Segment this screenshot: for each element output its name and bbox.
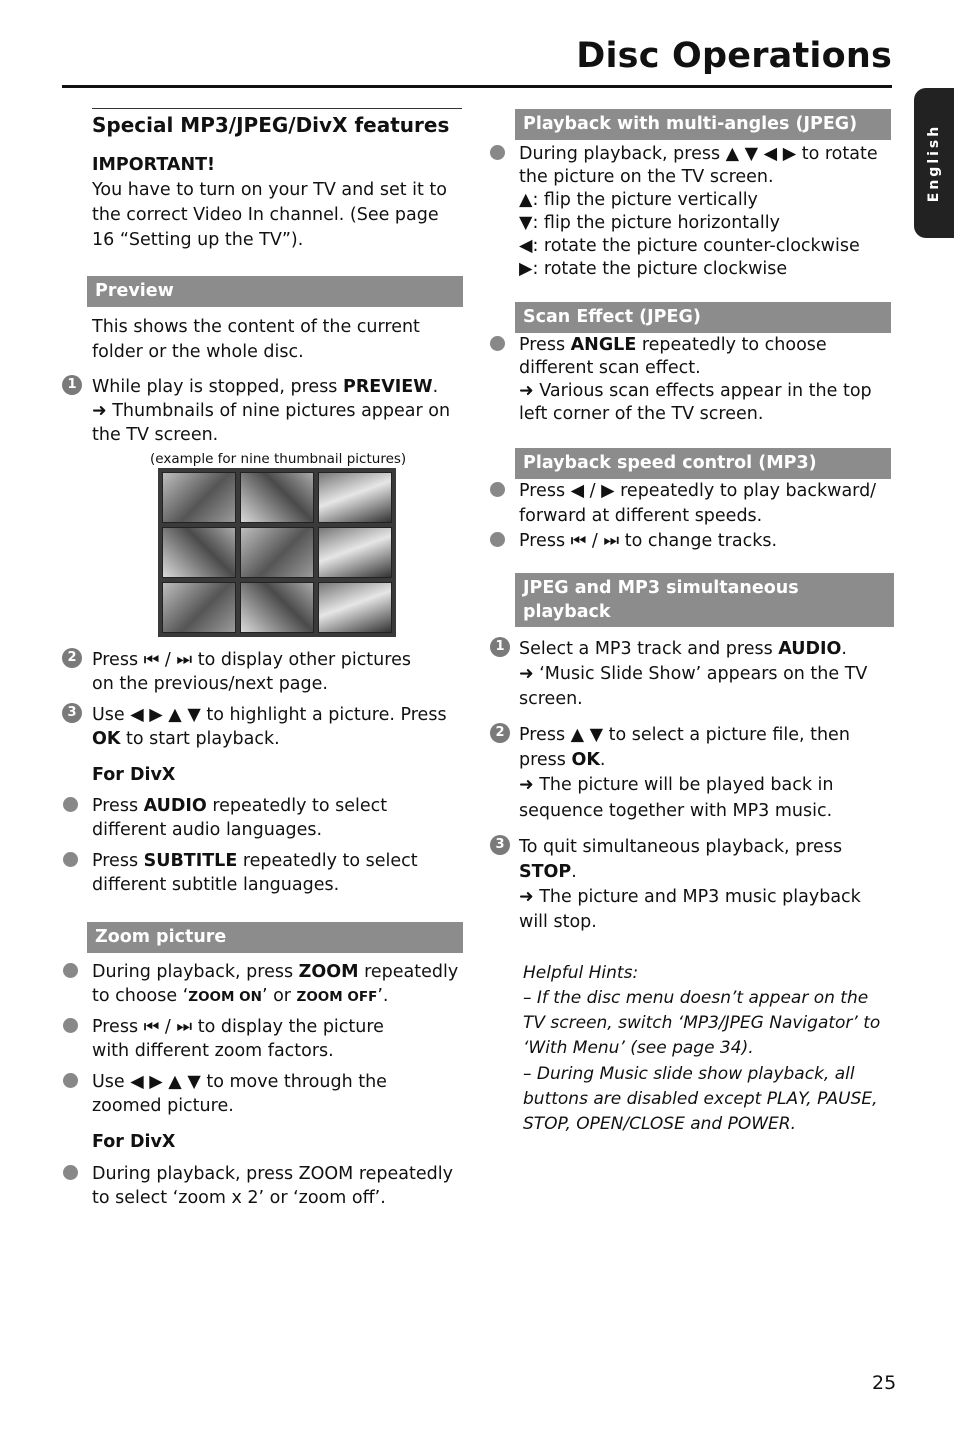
bullet	[490, 336, 505, 351]
bullet	[63, 963, 78, 978]
preview-step3: Use ◀ ▶ ▲ ▼ to highlight a picture. Press	[92, 705, 447, 725]
speed-line-3: Press ⏮ / ⏭ to change tracks.	[519, 531, 778, 551]
zoom-bullet-2-line2: with different zoom factors.	[92, 1041, 334, 1061]
scan-effect-bar: Scan Effect (JPEG)	[515, 302, 891, 333]
important-line-2: the correct Video In channel. (See page	[92, 205, 439, 225]
angles-line-6: ▶: rotate the picture clockwise	[519, 259, 788, 279]
page-number: 25	[872, 1372, 897, 1394]
page-title: Disc Operations	[576, 36, 892, 76]
preview-keyword: PREVIEW	[343, 377, 433, 397]
bullet	[63, 1018, 78, 1033]
step-number-1: 1	[490, 637, 510, 657]
scan-line-2: different scan effect.	[519, 358, 701, 378]
thumbnail	[240, 527, 314, 578]
preview-step1: While play is stopped, press PREVIEW.	[92, 377, 439, 397]
simul-step2-line4: sequence together with MP3 music.	[519, 801, 833, 821]
simul-step3-line2: STOP.	[519, 862, 577, 882]
thumbnail-grid-image	[158, 468, 396, 637]
simultaneous-bar-line1: JPEG and MP3 simultaneous	[523, 578, 799, 598]
zoom-bullet-1-line2: to choose ‘ZOOM ON’ or ZOOM OFF’.	[92, 986, 389, 1006]
angles-line-1: During playback, press ▲ ▼ ◀ ▶ to rotate	[519, 144, 878, 164]
bullet	[490, 145, 505, 160]
thumbnail	[240, 582, 314, 633]
angles-line-5: ◀: rotate the picture counter-clockwise	[519, 236, 860, 256]
important-line-3: 16 “Setting up the TV”).	[92, 230, 304, 250]
preview-step1-result: ➜ Thumbnails of nine pictures appear on	[92, 401, 451, 421]
divx-subtitle: Press SUBTITLE repeatedly to select	[92, 851, 418, 871]
simul-step1-line3: screen.	[519, 689, 583, 709]
hint-line-4: – During Music slide show playback, all	[523, 1064, 855, 1084]
simultaneous-bar-line2: playback	[523, 602, 611, 622]
language-tab-label: English	[926, 123, 942, 203]
angles-line-4: ▼: flip the picture horizontally	[519, 213, 780, 233]
simul-step1-line2: ➜ ‘Music Slide Show’ appears on the TV	[519, 664, 868, 684]
important-label: IMPORTANT!	[92, 155, 216, 175]
scan-line-4: left corner of the TV screen.	[519, 404, 764, 424]
bullet	[63, 852, 78, 867]
preview-step3-line2: OK to start playback.	[92, 729, 280, 749]
simul-step3-line4: will stop.	[519, 912, 597, 932]
hint-line-2: TV screen, switch ‘MP3/JPEG Navigator’ to	[523, 1013, 881, 1033]
special-features-title: Special MP3/JPEG/DivX features	[92, 113, 450, 137]
simul-step2-line2: press OK.	[519, 750, 606, 770]
title-rule	[62, 85, 892, 88]
divx-label: For DivX	[92, 765, 176, 785]
step-number-1: 1	[62, 375, 82, 395]
speed-line-1: Press ◀ / ▶ repeatedly to play backward/	[519, 481, 877, 501]
thumbnail	[162, 582, 236, 633]
simul-step1: Select a MP3 track and press AUDIO.	[519, 639, 847, 659]
zoom-bullet-1: During playback, press ZOOM repeatedly	[92, 962, 459, 982]
zoom-bullet-4-line2: to select ‘zoom x 2’ or ‘zoom off’.	[92, 1188, 386, 1208]
thumbnail	[318, 472, 392, 523]
simultaneous-bar	[515, 573, 894, 627]
zoom-bullet-2: Press ⏮ / ⏭ to display the picture	[92, 1017, 384, 1037]
hint-line-5: buttons are disabled except PLAY, PAUSE,	[523, 1089, 878, 1109]
simul-step3-line3: ➜ The picture and MP3 music playback	[519, 887, 861, 907]
language-tab	[914, 88, 954, 238]
step-number-2: 2	[62, 648, 82, 668]
bullet	[63, 797, 78, 812]
step-number-3: 3	[62, 703, 82, 723]
scan-line-3: ➜ Various scan effects appear in the top	[519, 381, 872, 401]
simul-step2-line3: ➜ The picture will be played back in	[519, 775, 834, 795]
zoom-bullet-3: Use ◀ ▶ ▲ ▼ to move through the	[92, 1072, 387, 1092]
zoom-bar: Zoom picture	[87, 922, 463, 953]
divx-subtitle-line2: different subtitle languages.	[92, 875, 340, 895]
bullet	[490, 482, 505, 497]
scan-line-1: Press ANGLE repeatedly to choose	[519, 335, 827, 355]
preview-step2-line2: on the previous/next page.	[92, 674, 328, 694]
divx-audio: Press AUDIO repeatedly to select	[92, 796, 388, 816]
step-number-3: 3	[490, 835, 510, 855]
step-number-2: 2	[490, 723, 510, 743]
speed-line-2: forward at different speeds.	[519, 506, 763, 526]
helpful-hints-title: Helpful Hints:	[523, 963, 639, 983]
zoom-divx-label: For DivX	[92, 1132, 176, 1152]
divx-audio-line2: different audio languages.	[92, 820, 323, 840]
preview-step2: Press ⏮ / ⏭ to display other pictures	[92, 650, 411, 670]
thumbnail	[240, 472, 314, 523]
thumbnail-caption: (example for nine thumbnail pictures)	[150, 451, 407, 467]
zoom-bullet-4: During playback, press ZOOM repeatedly	[92, 1164, 453, 1184]
bullet	[63, 1165, 78, 1180]
thumbnail	[318, 582, 392, 633]
preview-intro-2: folder or the whole disc.	[92, 342, 304, 362]
preview-intro-1: This shows the content of the current	[92, 317, 420, 337]
preview-bar: Preview	[87, 276, 463, 307]
angles-line-3: ▲: flip the picture vertically	[519, 190, 758, 210]
multi-angles-bar: Playback with multi-angles (JPEG)	[515, 109, 891, 140]
bullet	[63, 1073, 78, 1088]
hint-line-1: – If the disc menu doesn’t appear on the	[523, 988, 869, 1008]
thumbnail	[318, 527, 392, 578]
important-line-1: You have to turn on your TV and set it to	[92, 180, 447, 200]
thumbnail	[162, 472, 236, 523]
hint-line-3: ‘With Menu’ (see page 34).	[523, 1038, 754, 1058]
simul-step2: Press ▲ ▼ to select a picture file, then	[519, 725, 850, 745]
thumbnail	[162, 527, 236, 578]
hint-line-6: STOP, OPEN/CLOSE and POWER.	[523, 1114, 797, 1134]
section-rule	[92, 108, 462, 109]
angles-line-2: the picture on the TV screen.	[519, 167, 774, 187]
bullet	[490, 532, 505, 547]
simul-step3: To quit simultaneous playback, press	[519, 837, 843, 857]
preview-step1-result-2: the TV screen.	[92, 425, 219, 445]
zoom-bullet-3-line2: zoomed picture.	[92, 1096, 234, 1116]
speed-control-bar: Playback speed control (MP3)	[515, 448, 891, 479]
